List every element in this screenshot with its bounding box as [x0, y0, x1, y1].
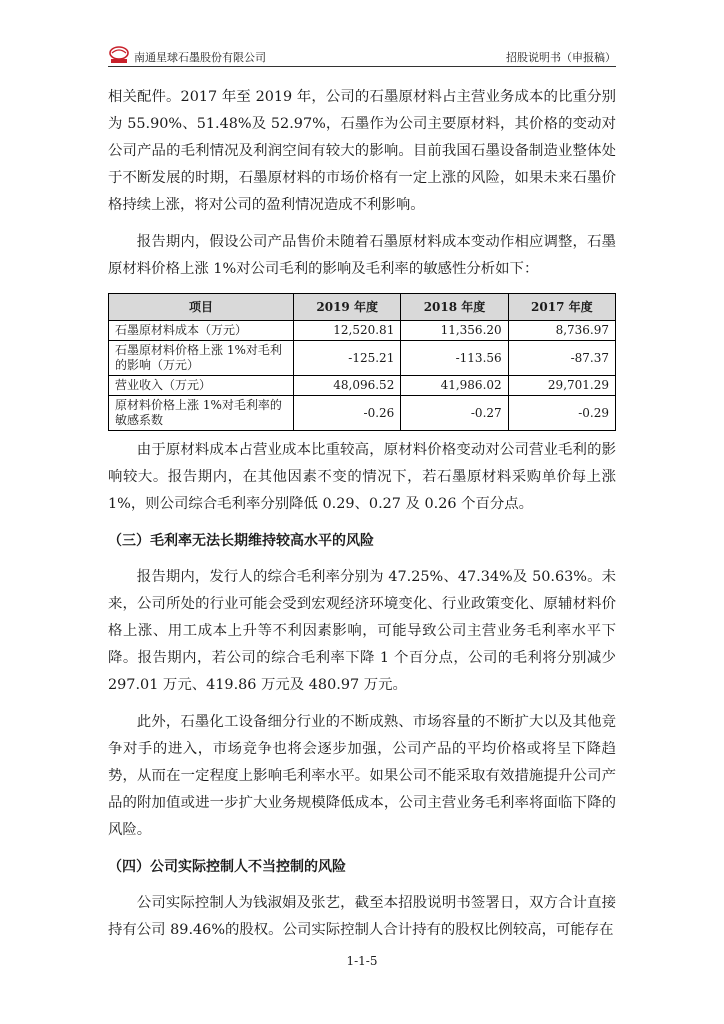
row-label: 石墨原材料价格上涨 1%对毛利的影响（万元）: [109, 341, 294, 376]
cell-2018: 11,356.20: [401, 321, 508, 341]
paragraph-gross-margin-rates: 报告期内，发行人的综合毛利率分别为 47.25%、47.34%及 50.63%。未来，公司所处的行业可能会受到宏观经济环境变化、行业政策变化、原辅材料价格上涨、用工成本上升等不利因素影响，可能导致公司主营业务毛利率水平下降。报告期内，若公司的综合毛利率下降 1 个百分点，公司的毛利将分别减少 297.01 万元、419.86 万元及 480.97 万元。: [108, 569, 616, 693]
cell-2019: -0.26: [294, 396, 401, 431]
table-row: [109, 321, 616, 341]
cell-2018: -0.27: [401, 396, 508, 431]
column-header-item: 项目: [109, 294, 294, 321]
cell-2019: 12,520.81: [294, 321, 401, 341]
row-label: 石墨原材料成本（万元）: [109, 321, 294, 341]
cell-2017: -0.29: [508, 396, 615, 431]
row-label: 原材料价格上涨 1%对毛利率的敏感系数: [109, 396, 294, 431]
paragraph-sensitivity-intro: 报告期内，假设公司产品售价未随着石墨原材料成本变动作相应调整，石墨原材料价格上涨 1%对公司毛利的影响及毛利率的敏感性分析如下：: [108, 234, 616, 277]
column-header-2018: 2018 年度: [401, 294, 508, 321]
company-name: 南通星球石墨股份有限公司: [134, 51, 266, 64]
cell-2017: 29,701.29: [508, 376, 615, 396]
table-row: [109, 376, 616, 396]
cell-2019: -125.21: [294, 341, 401, 376]
cell-2018: -113.56: [401, 341, 508, 376]
cell-2018: 41,986.02: [401, 376, 508, 396]
cell-2017: -87.37: [508, 341, 615, 376]
company-logo-icon: [108, 46, 130, 64]
row-label: 营业收入（万元）: [109, 376, 294, 396]
cell-2017: 8,736.97: [508, 321, 615, 341]
section-heading-gross-margin-risk: （三）毛利率无法长期维持较高水平的风险: [108, 533, 374, 549]
table-row: [109, 341, 616, 376]
page-content: [108, 84, 616, 954]
table-header-row: [109, 294, 616, 321]
cell-2019: 48,096.52: [294, 376, 401, 396]
paragraph-sensitivity-conclusion: 由于原材料成本占营业成本比重较高，原材料价格变动对公司营业毛利的影响较大。报告期内，在其他因素不变的情况下，若石墨原材料采购单价每上涨 1%，则公司综合毛利率分别降低 0.29、0.27 及 0.26 个百分点。: [108, 442, 616, 512]
column-header-2019: 2019 年度: [294, 294, 401, 321]
paragraph-controller: 公司实际控制人为钱淑娟及张艺，截至本招股说明书签署日，双方合计直接持有公司 89.46%的股权。公司实际控制人合计持有的股权比例较高，可能存在: [108, 895, 616, 938]
document-title: 招股说明书（申报稿）: [506, 51, 616, 64]
column-header-2017: 2017 年度: [508, 294, 615, 321]
page-header: [108, 44, 616, 67]
page-number: 1-1-5: [346, 954, 378, 968]
table-row: [109, 396, 616, 431]
paragraph-raw-material-share: 相关配件。2017 年至 2019 年，公司的石墨原材料占主营业务成本的比重分别为 55.90%、51.48%及 52.97%，石墨作为公司主要原材料，其价格的变动对公司产品的毛利情况及利润空间有较大的影响。目前我国石墨设备制造业整体处于不断发展的时期，石墨原材料的市场价格有一定上涨的风险，如果未来石墨价格持续上涨，将对公司的盈利情况造成不利影响。: [108, 89, 616, 213]
sensitivity-table: [108, 293, 616, 431]
section-heading-controller-risk: （四）公司实际控制人不当控制的风险: [108, 859, 346, 875]
paragraph-competition: 此外，石墨化工设备细分行业的不断成熟、市场容量的不断扩大以及其他竞争对手的进入，市场竞争也将会逐步加强，公司产品的平均价格或将呈下降趋势，从而在一定程度上影响毛利率水平。如果公司不能采取有效措施提升公司产品的附加值或进一步扩大业务规模降低成本，公司主营业务毛利率将面临下降的风险。: [108, 714, 616, 838]
